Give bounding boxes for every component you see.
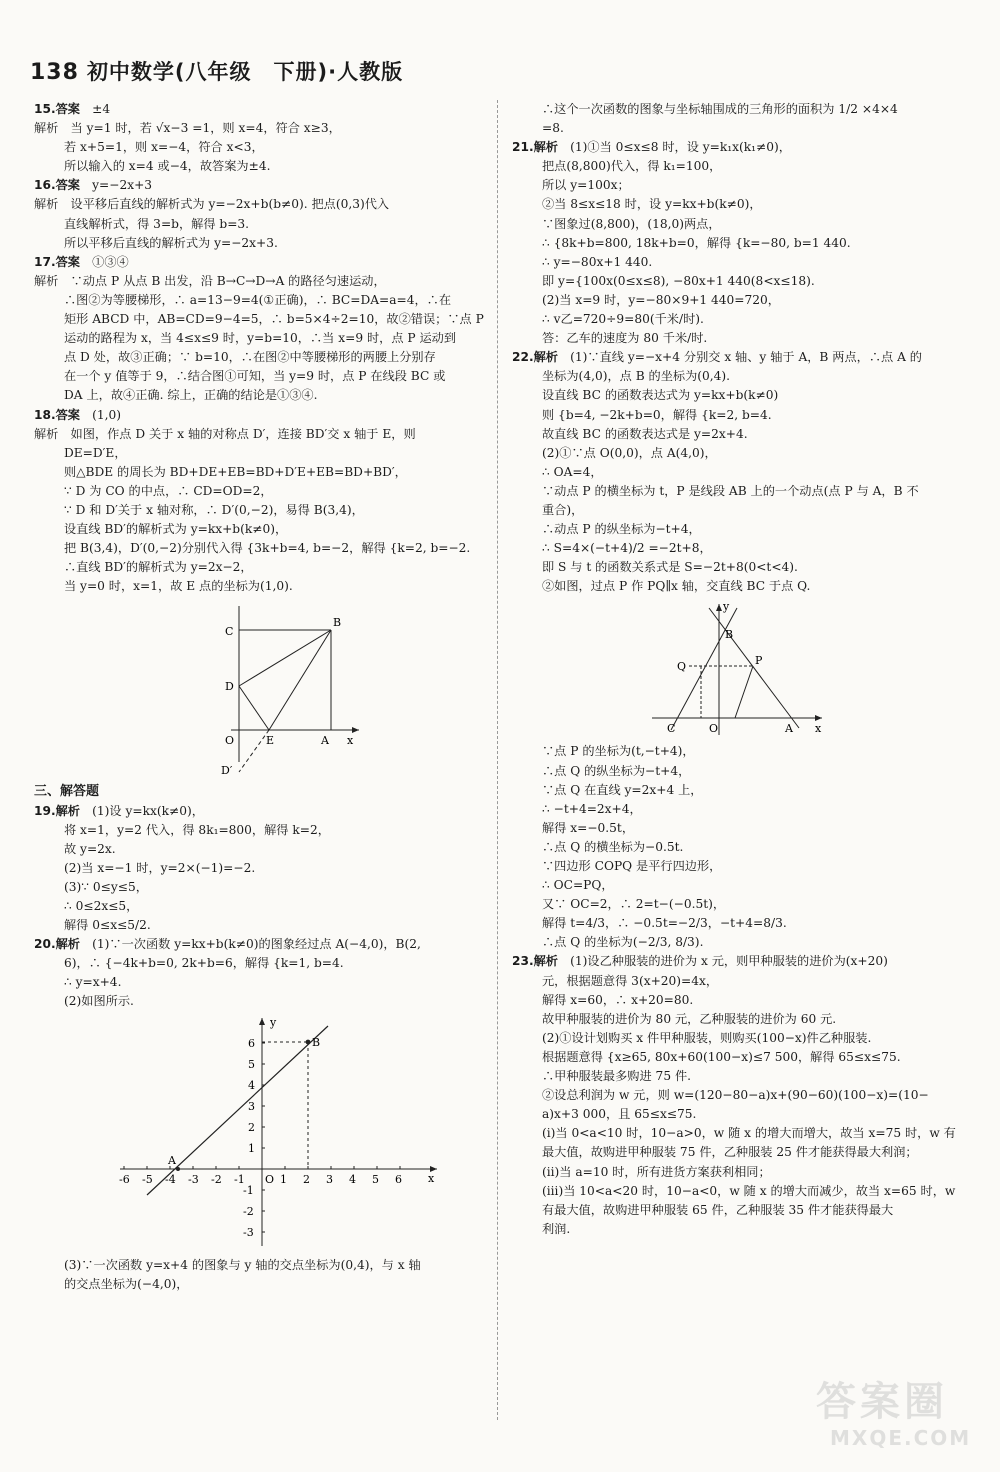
text-line: 设直线 BD′的解析式为 y=kx+b(k≠0)， <box>64 522 288 537</box>
fig20-ytick-label: 1 <box>248 1141 255 1155</box>
figure-18 <box>209 600 409 778</box>
text-line: ∵四边形 COPQ 是平行四边形， <box>542 859 722 873</box>
text-line: 故直线 BC 的函数表达式是 y=2x+4. <box>542 426 748 441</box>
text-line: ∴点 Q 的横坐标为−0.5t. <box>542 839 684 854</box>
page-header <box>30 56 403 86</box>
text-line: a)x+3 000，且 65≤x≤75. <box>542 1107 697 1122</box>
text-line: 的交点坐标为(−4,0)， <box>64 1276 189 1291</box>
text-line: 20.解析 (1)∵一次函数 y=kx+b(k≠0)的图象经过点 A(−4,0)，B(2, <box>34 937 421 952</box>
fig20-xtick-label: -2 <box>211 1172 222 1186</box>
fig18-label-x: x <box>347 734 354 748</box>
text-line: 19.解析 (1)设 y=kx(k≠0)， <box>34 803 204 818</box>
text-line: 若 x+5=1，则 x=−4，符合 x<3， <box>64 140 264 155</box>
fig20-ytick-label: -3 <box>243 1225 254 1239</box>
fig18-label-dprime: D′ <box>221 764 233 778</box>
text-line: 根据题意得 {x≥65, 80x+60(100−x)≤7 500，解得 65≤x≤75. <box>542 1049 901 1064</box>
text-line: ∴ S=4×(−t+4)/2 =−2t+8， <box>542 541 712 556</box>
book-title: 初中数学(八年级 下册)·人教版 <box>86 60 404 84</box>
text-line: 有最大值，故购进甲种服装 65 件，乙种服装 35 件才能获得最大 <box>542 1202 894 1217</box>
text-line: 将 x=1，y=2 代入，得 8k₁=800，解得 k=2， <box>64 822 330 837</box>
text-line: (iii)当 10<a<20 时，10−a<0，w 随 x 的增大而减少，故当 x=65 时，w <box>542 1183 956 1198</box>
text-line: 在一个 y 值等于 9，∴结合图①可知，当 y=9 时，点 P 在线段 BC 或 <box>64 369 446 384</box>
fig20-xtick-label: 5 <box>372 1172 379 1186</box>
fig20-xtick-label: -6 <box>119 1172 130 1186</box>
fig20-label-x: x <box>428 1171 435 1185</box>
text-line: 所以输入的 x=4 或−4，故答案为±4. <box>64 159 271 174</box>
text-line: 所以 y=100x； <box>542 178 630 193</box>
fig20-ytick-label: -2 <box>243 1204 254 1218</box>
text-line: ②如图，过点 P 作 PQ∥x 轴，交直线 BC 于点 Q. <box>542 579 811 594</box>
fig22-line-ab <box>709 608 799 728</box>
text-line: ∵图象过(8,800)，(18,0)两点， <box>542 216 721 231</box>
text-line: 即 S 与 t 的函数关系式是 S=−2t+8(0<t<4). <box>542 560 798 575</box>
text-line: ∴ y=−80x+1 440. <box>542 254 653 269</box>
text-line: 解得 x=−0.5t， <box>542 820 635 835</box>
fig22-line-p-down <box>735 666 753 718</box>
fig20-xtick-label: 6 <box>395 1172 402 1186</box>
right-column <box>512 100 962 1239</box>
text-line: 22.解析 (1)∵直线 y=−x+4 分别交 x 轴、y 轴于 A，B 两点，∴点 A 的 <box>512 350 922 365</box>
fig22-label-y: y <box>723 600 730 614</box>
text-line: 点 D 处，故③正确；∵ b=10，∴在图②中等腰梯形的两腰上分别存 <box>64 350 436 365</box>
text-line: ∴动点 P 的纵坐标为−t+4， <box>542 522 701 537</box>
text-line: ∵ D 和 D′关于 x 轴对称，∴ D′(0,−2)，易得 B(3,4)， <box>64 502 364 517</box>
fig18-label-b: B <box>333 616 342 630</box>
right-text-block-2 <box>512 742 962 1238</box>
fig18-line-edp <box>239 730 269 772</box>
fig20-xtick-label: 1 <box>280 1172 287 1186</box>
text-line: ∵点 P 的坐标为(t,−t+4)， <box>542 744 695 759</box>
fig20-ytick-label: 5 <box>248 1057 255 1071</box>
text-line: 17.答案 ①③④ <box>34 254 129 269</box>
text-line: ∵动点 P 的横坐标为 t，P 是线段 AB 上的一个动点(点 P 与 A，B 不 <box>542 483 919 498</box>
fig20-ytick-label: 3 <box>248 1099 255 1113</box>
fig20-ytick-label: 2 <box>248 1120 255 1134</box>
text-line: 则△BDE 的周长为 BD+DE+EB=BD+D′E+EB=BD+BD′， <box>64 464 407 479</box>
text-line: ∴点 Q 的坐标为(−2/3, 8/3). <box>542 935 704 950</box>
page-number: 138 <box>30 60 79 85</box>
text-line: ②当 8≤x≤18 时，设 y=kx+b(k≠0)， <box>542 197 762 212</box>
text-line: 6)，∴ {−4k+b=0, 2k+b=6，解得 {k=1, b=4. <box>64 956 344 971</box>
text-line: 设直线 BC 的函数表达式为 y=kx+b(k≠0) <box>542 388 779 403</box>
text-line: ∴ −t+4=2x+4， <box>542 801 642 816</box>
fig18-line-de <box>239 686 269 730</box>
text-line: (ii)当 a=10 时，所有进货方案获利相同； <box>542 1164 771 1179</box>
text-line: 把 B(3,4)，D′(0,−2)分别代入得 {3k+b=4, b=−2，解得 {k=2, b=−2. <box>64 541 471 556</box>
text-line: 15.答案 ±4 <box>34 102 111 116</box>
text-line: 21.解析 (1)①当 0≤x≤8 时，设 y=k₁x(k₁≠0)， <box>512 140 791 155</box>
text-line: 最大值，故购进甲种服装 75 件，乙种服装 25 件才能获得最大利润； <box>542 1145 918 1160</box>
watermark-brand: 答案圈 <box>816 1379 948 1425</box>
text-line: =8. <box>542 121 564 136</box>
text-line: DE=D′E， <box>64 445 127 460</box>
fig18-line-db <box>239 630 331 686</box>
text-line: 即 y={100x(0≤x≤8), −80x+1 440(8<x≤18). <box>542 273 815 288</box>
text-line: ∴ v乙=720÷9=80(千米/时). <box>542 312 704 327</box>
text-line: (2)①设计划购买 x 件甲种服装，则购买(100−x)件乙种服装. <box>542 1030 872 1045</box>
text-line: 三、解答题 <box>34 784 100 800</box>
text-line: 利润. <box>542 1221 571 1236</box>
fig20-label-a: A <box>168 1153 176 1167</box>
text-line: (2)①∵点 O(0,0)，点 A(4,0)， <box>542 445 717 460</box>
text-line: (2)当 x=−1 时，y=2×(−1)=−2. <box>64 860 256 875</box>
text-line: 18.答案 (1,0) <box>34 407 122 422</box>
fig20-ytick-label: 6 <box>248 1036 255 1050</box>
fig18-label-a: A <box>321 734 329 748</box>
fig20-label-b: B <box>312 1035 321 1049</box>
text-line: 则 {b=4, −2k+b=0，解得 {k=2, b=4. <box>542 407 772 422</box>
text-line: ∴图②为等腰梯形，∴ a=13−9=4(①正确)，∴ BC=DA=a=4，∴在 <box>64 292 452 307</box>
text-line: 解析 ∵动点 P 从点 B 出发，沿 B→C→D→A 的路径匀速运动， <box>34 273 386 288</box>
fig20-label-y: y <box>270 1015 277 1029</box>
fig18-label-d: D <box>225 680 234 694</box>
text-line: 坐标为(4,0)，点 B 的坐标为(0,4). <box>542 369 731 384</box>
text-line: 矩形 ABCD 中，AB=CD=9−4=5，∴ b=5×4÷2=10，故②错误；∵点 P <box>64 312 484 327</box>
column-divider <box>497 100 498 1420</box>
fig20-label-o: O <box>265 1172 275 1186</box>
text-line: 解析 如图，作点 D 关于 x 轴的对称点 D′，连接 BD′交 x 轴于 E，则 <box>34 426 416 441</box>
text-line: ∴ OA=4， <box>542 464 603 479</box>
text-line: ②设总利润为 w 元，则 w=(120−80−a)x+(90−60)(100−x)=(10− <box>542 1088 929 1103</box>
text-line: ∴ OC=PQ， <box>542 878 614 893</box>
left-text-block-2 <box>34 782 486 1011</box>
text-line: ∴ y=x+4. <box>64 975 122 990</box>
fig20-xtick-label: -5 <box>142 1172 153 1186</box>
text-line: 把点(8,800)代入，得 k₁=100， <box>542 159 722 174</box>
text-line: 解析 设平移后直线的解析式为 y=−2x+b(b≠0). 把点(0,3)代入 <box>34 197 390 212</box>
text-line: ∴甲种服装最多购进 75 件. <box>542 1069 692 1084</box>
left-text-block-3 <box>34 1256 486 1294</box>
text-line: ∴直线 BD′的解析式为 y=2x−2， <box>64 560 253 575</box>
right-text-block-1 <box>512 100 962 596</box>
text-line: ∴ {8k+b=800, 18k+b=0，解得 {k=−80, b=1 440. <box>542 235 851 250</box>
fig18-label-c: C <box>225 625 234 639</box>
fig22-label-a: A <box>785 722 793 736</box>
fig20-xtick-label: 2 <box>303 1172 310 1186</box>
fig20-ytick-label: -1 <box>243 1183 254 1197</box>
fig20-xtick-label: 3 <box>326 1172 333 1186</box>
figure-20 <box>112 1016 442 1252</box>
figure-22 <box>647 600 827 738</box>
text-line: 解析 当 y=1 时，若 √x−3 =1，则 x=4，符合 x≥3， <box>34 121 341 136</box>
text-line: DA 上，故④正确. 综上，正确的结论是①③④. <box>64 388 318 403</box>
left-column <box>34 100 486 1294</box>
fig20-xtick-label: -4 <box>165 1172 176 1186</box>
fig20-point-a <box>176 1167 180 1171</box>
fig20-xtick-label: -3 <box>188 1172 199 1186</box>
text-line: 故 y=2x. <box>64 841 116 856</box>
fig20-ytick-label: 4 <box>248 1078 255 1092</box>
text-line: ∴这个一次函数的图象与坐标轴围成的三角形的面积为 1/2 ×4×4 <box>542 102 898 116</box>
text-line: 故甲种服装的进价为 80 元，乙种服装的进价为 60 元. <box>542 1011 837 1026</box>
text-line: 当 y=0 时，x=1，故 E 点的坐标为(1,0). <box>64 579 293 594</box>
text-line: (3)∵一次函数 y=x+4 的图象与 y 轴的交点坐标为(0,4)，与 x 轴 <box>64 1257 421 1272</box>
left-text-block-1 <box>34 100 486 596</box>
fig22-label-x: x <box>815 722 822 736</box>
text-line: 运动的路程为 x，当 4≤x≤9 时，y=b=10，∴当 x=9 时，点 P 运动到 <box>64 331 457 346</box>
fig20-xtick-label: -1 <box>234 1172 245 1186</box>
fig22-label-o: O <box>709 722 719 736</box>
text-line: 直线解析式，得 3=b，解得 b=3. <box>64 216 250 231</box>
text-line: (2)当 x=9 时，y=−80×9+1 440=720， <box>542 292 780 307</box>
text-line: 重合)， <box>542 502 584 517</box>
fig22-label-q: Q <box>677 660 687 674</box>
text-line: 所以平移后直线的解析式为 y=−2x+3. <box>64 235 278 250</box>
text-line: ∴点 Q 的纵坐标为−t+4， <box>542 763 691 778</box>
text-line: ∵点 Q 在直线 y=2x+4 上， <box>542 782 703 797</box>
watermark-site: MXQE.COM <box>830 1426 972 1450</box>
text-line: 解得 t=4/3，∴ −0.5t=−2/3，−t+4=8/3. <box>542 916 787 931</box>
text-line: 元，根据题意得 3(x+20)=4x， <box>542 973 719 988</box>
watermark <box>796 1368 972 1460</box>
fig22-label-c: C <box>667 722 676 736</box>
fig22-label-p: P <box>755 654 763 668</box>
fig22-label-b: B <box>725 628 734 642</box>
fig20-graph-line <box>147 1026 328 1195</box>
text-line: 23.解析 (1)设乙种服装的进价为 x 元，则甲种服装的进价为(x+20) <box>512 954 888 969</box>
fig20-point-b <box>306 1039 311 1044</box>
text-line: ∴ 0≤2x≤5， <box>64 899 139 913</box>
fig18-line-eb <box>269 630 331 730</box>
text-line: 解得 x=60，∴ x+20=80. <box>542 992 694 1007</box>
text-line: 解得 0≤x≤5/2. <box>64 918 151 933</box>
text-line: 答：乙车的速度为 80 千米/时. <box>542 331 708 346</box>
fig18-label-e: E <box>266 734 275 748</box>
text-line: ∵ D 为 CO 的中点，∴ CD=OD=2， <box>64 483 273 498</box>
text-line: (i)当 0<a<10 时，10−a>0，w 随 x 的增大而增大，故当 x=75 时，w 有 <box>542 1126 956 1141</box>
fig20-xtick-label: 4 <box>349 1172 356 1186</box>
text-line: (3)∵ 0≤y≤5， <box>64 879 148 894</box>
text-line: 16.答案 y=−2x+3 <box>34 178 153 193</box>
fig18-label-o: O <box>225 734 235 748</box>
text-line: 又∵ OC=2，∴ 2=t−(−0.5t)， <box>542 897 726 912</box>
text-line: (2)如图所示. <box>64 994 134 1009</box>
